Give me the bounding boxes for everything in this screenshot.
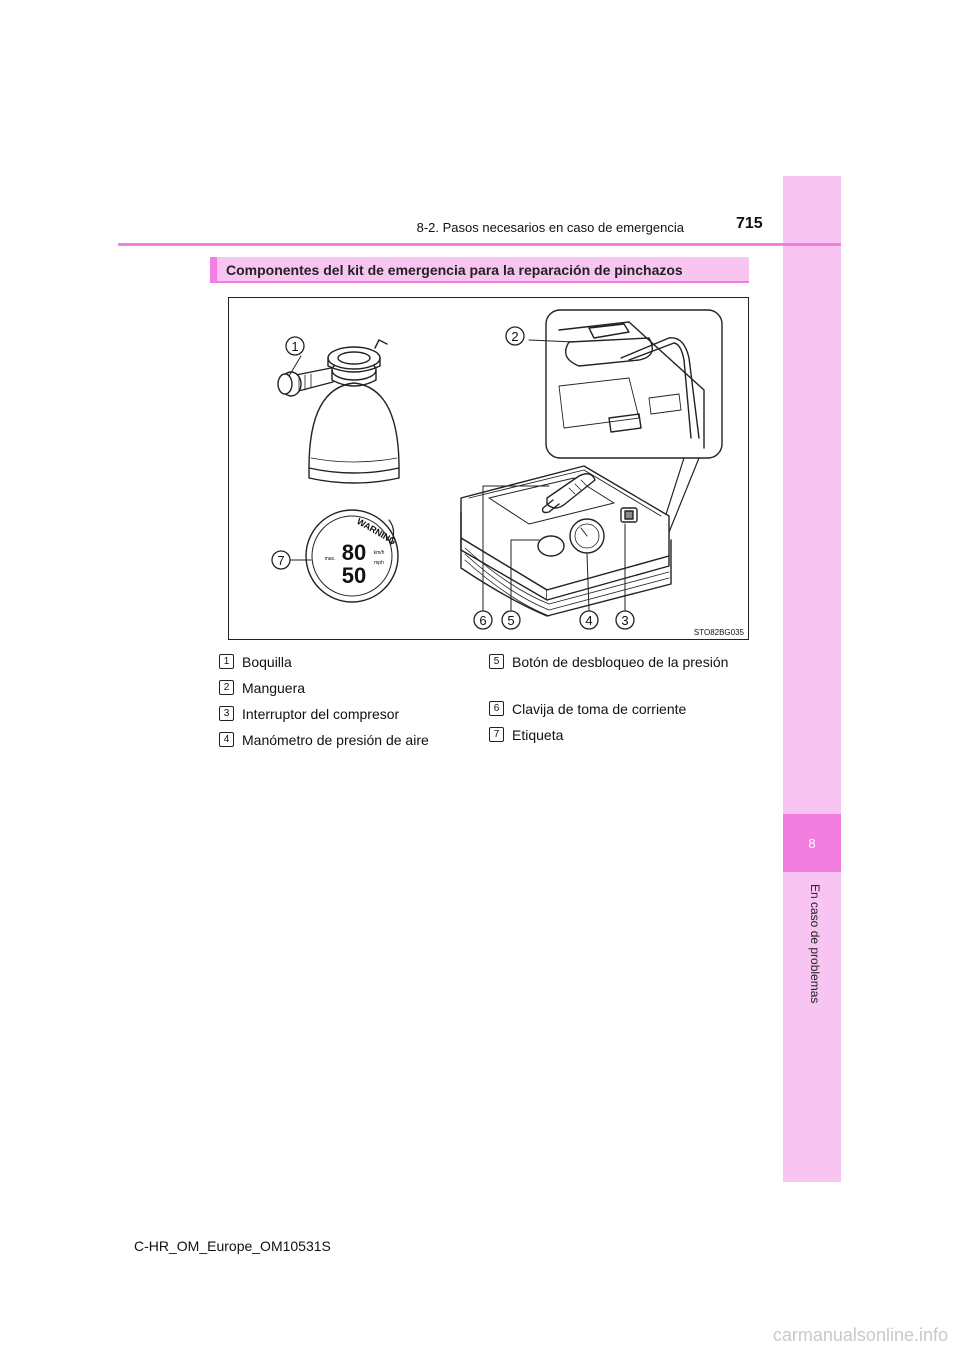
- section-heading-text: Componentes del kit de emergencia para la reparación de pinchazos: [226, 262, 683, 278]
- page-number: 715: [736, 215, 763, 232]
- document-code-footer: C-HR_OM_Europe_OM10531S: [134, 1238, 331, 1254]
- hose-zoom-inset: [546, 310, 722, 458]
- component-name: Manguera: [242, 680, 306, 696]
- component-number-badge: 3: [219, 706, 234, 721]
- callout-6: 6: [479, 613, 487, 628]
- component-name: Interruptor del compresor: [242, 706, 400, 722]
- callout-7: 7: [277, 553, 285, 568]
- component-name: Botón de desbloqueo de la presión: [512, 654, 729, 670]
- component-name: Etiqueta: [512, 727, 564, 743]
- component-number-badge: 2: [219, 680, 234, 695]
- repair-kit-drawing: [229, 298, 747, 638]
- chapter-side-tab: [783, 176, 841, 1182]
- component-number-badge: 7: [489, 727, 504, 742]
- sealant-bottle-drawing: [278, 340, 399, 483]
- component-number-badge: 1: [219, 654, 234, 669]
- label-speed-mph: 50: [341, 563, 367, 588]
- callout-3: 3: [621, 613, 629, 628]
- callout-1: 1: [291, 339, 299, 354]
- chapter-number-box: 8: [783, 814, 841, 872]
- callout-4: 4: [585, 613, 593, 628]
- chapter-label: En caso de problemas: [808, 884, 822, 1004]
- callout-2: 2: [511, 329, 519, 344]
- component-name: Clavija de toma de corriente: [512, 701, 687, 717]
- figure-code: STO82BG035: [693, 628, 744, 637]
- header-rule: [118, 243, 841, 246]
- label-unit-kmh: km/h: [373, 550, 385, 556]
- heading-accent-bar: [210, 257, 217, 281]
- site-watermark: carmanualsonline.info: [772, 1325, 948, 1345]
- compressor-drawing: [461, 466, 671, 616]
- component-number-badge: 6: [489, 701, 504, 716]
- component-item-5: [489, 652, 741, 696]
- running-header-title: 8-2. Pasos necesarios en caso de emergencia: [416, 220, 684, 235]
- label-warning-text: WARNING: [355, 516, 398, 547]
- component-number-badge: 4: [219, 732, 234, 747]
- component-name: Manómetro de presión de aire: [242, 732, 429, 748]
- callout-5: 5: [507, 613, 515, 628]
- repair-kit-illustration: [228, 297, 749, 640]
- component-name: Boquilla: [242, 654, 292, 670]
- label-max: max.: [324, 556, 336, 562]
- label-unit-mph: mph: [374, 560, 384, 566]
- section-heading: [210, 257, 749, 283]
- component-number-badge: 5: [489, 654, 504, 669]
- label-speed-kmh: 80: [341, 540, 367, 565]
